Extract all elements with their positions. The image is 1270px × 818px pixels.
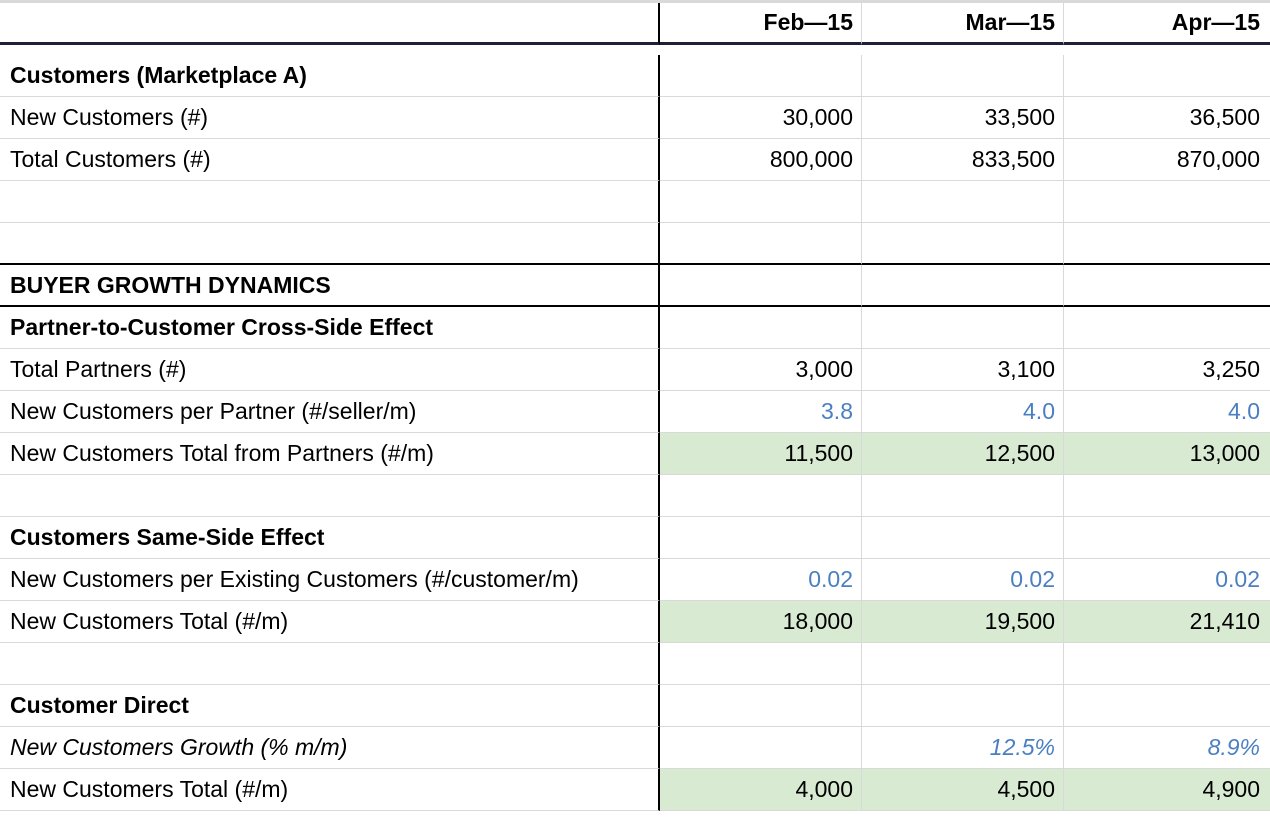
value-cell[interactable] <box>1064 307 1270 349</box>
row-new-customers-growth <box>0 727 1270 769</box>
value-cell[interactable] <box>1064 685 1270 727</box>
total-value-cell[interactable]: 11,500 <box>660 433 862 475</box>
row-label[interactable]: New Customers Growth (% m/m) <box>0 727 660 769</box>
subsection-title[interactable]: Customer Direct <box>0 685 660 727</box>
row-new-customers-per-existing <box>0 559 1270 601</box>
row-empty <box>0 223 1270 265</box>
row-label[interactable]: Total Customers (#) <box>0 139 660 181</box>
value-cell[interactable]: 3,100 <box>862 349 1064 391</box>
value-cell[interactable] <box>862 181 1064 223</box>
row-empty <box>0 643 1270 685</box>
row-label[interactable]: New Customers Total (#/m) <box>0 769 660 811</box>
row-new-customers-total-direct <box>0 769 1270 811</box>
row-customers-marketplace-a <box>0 55 1270 97</box>
row-label[interactable] <box>0 181 660 223</box>
value-cell[interactable]: 3,250 <box>1064 349 1270 391</box>
value-cell[interactable] <box>1064 265 1270 307</box>
value-cell[interactable] <box>862 643 1064 685</box>
value-cell[interactable] <box>862 685 1064 727</box>
row-empty <box>0 181 1270 223</box>
value-cell[interactable] <box>862 517 1064 559</box>
header-mar-15[interactable]: Mar—15 <box>862 3 1064 45</box>
value-cell[interactable] <box>660 685 862 727</box>
total-value-cell[interactable]: 13,000 <box>1064 433 1270 475</box>
value-cell[interactable] <box>660 643 862 685</box>
row-new-customers-total-from-partners <box>0 433 1270 475</box>
value-cell[interactable] <box>1064 181 1270 223</box>
row-same-side-effect <box>0 517 1270 559</box>
row-new-customers-total-same-side <box>0 601 1270 643</box>
subsection-title[interactable]: Partner-to-Customer Cross-Side Effect <box>0 307 660 349</box>
row-label[interactable] <box>0 475 660 517</box>
header-row <box>0 3 1270 45</box>
section-title[interactable]: Customers (Marketplace A) <box>0 55 660 97</box>
total-value-cell[interactable]: 19,500 <box>862 601 1064 643</box>
value-cell[interactable] <box>862 475 1064 517</box>
row-cross-side-effect <box>0 307 1270 349</box>
row-total-customers <box>0 139 1270 181</box>
row-label[interactable]: New Customers per Partner (#/seller/m) <box>0 391 660 433</box>
value-cell[interactable]: 33,500 <box>862 97 1064 139</box>
row-label[interactable] <box>0 643 660 685</box>
total-value-cell[interactable]: 4,900 <box>1064 769 1270 811</box>
row-total-partners <box>0 349 1270 391</box>
row-customer-direct <box>0 685 1270 727</box>
value-cell[interactable] <box>660 55 862 97</box>
row-label[interactable]: Total Partners (#) <box>0 349 660 391</box>
header-apr-15[interactable]: Apr—15 <box>1064 3 1270 45</box>
value-cell[interactable]: 833,500 <box>862 139 1064 181</box>
value-cell[interactable] <box>862 265 1064 307</box>
input-value-cell[interactable]: 4.0 <box>862 391 1064 433</box>
value-cell[interactable] <box>862 223 1064 265</box>
input-value-cell[interactable]: 3.8 <box>660 391 862 433</box>
value-cell[interactable] <box>1064 643 1270 685</box>
value-cell[interactable] <box>660 307 862 349</box>
value-cell[interactable] <box>660 265 862 307</box>
row-label[interactable]: New Customers Total from Partners (#/m) <box>0 433 660 475</box>
value-cell[interactable] <box>862 307 1064 349</box>
input-value-cell[interactable]: 0.02 <box>660 559 862 601</box>
value-cell[interactable] <box>1064 475 1270 517</box>
input-value-cell[interactable] <box>660 727 862 769</box>
value-cell[interactable] <box>660 475 862 517</box>
value-cell[interactable] <box>1064 517 1270 559</box>
row-new-customers-per-partner <box>0 391 1270 433</box>
header-label-cell[interactable] <box>0 3 660 45</box>
input-value-cell[interactable]: 4.0 <box>1064 391 1270 433</box>
value-cell[interactable] <box>1064 55 1270 97</box>
value-cell[interactable]: 800,000 <box>660 139 862 181</box>
row-label[interactable] <box>0 223 660 265</box>
input-value-cell[interactable]: 0.02 <box>1064 559 1270 601</box>
header-feb-15[interactable]: Feb—15 <box>660 3 862 45</box>
value-cell[interactable] <box>862 55 1064 97</box>
value-cell[interactable] <box>660 517 862 559</box>
value-cell[interactable]: 36,500 <box>1064 97 1270 139</box>
input-value-cell[interactable]: 0.02 <box>862 559 1064 601</box>
row-label[interactable]: New Customers (#) <box>0 97 660 139</box>
total-value-cell[interactable]: 18,000 <box>660 601 862 643</box>
input-value-cell[interactable]: 12.5% <box>862 727 1064 769</box>
row-buyer-growth-dynamics <box>0 265 1270 307</box>
total-value-cell[interactable]: 4,500 <box>862 769 1064 811</box>
value-cell[interactable] <box>660 223 862 265</box>
value-cell[interactable]: 3,000 <box>660 349 862 391</box>
row-empty <box>0 475 1270 517</box>
value-cell[interactable] <box>660 181 862 223</box>
value-cell[interactable]: 30,000 <box>660 97 862 139</box>
total-value-cell[interactable]: 4,000 <box>660 769 862 811</box>
row-new-customers <box>0 97 1270 139</box>
subsection-title[interactable]: Customers Same-Side Effect <box>0 517 660 559</box>
row-label[interactable]: New Customers Total (#/m) <box>0 601 660 643</box>
section-title[interactable]: BUYER GROWTH DYNAMICS <box>0 265 660 307</box>
value-cell[interactable]: 870,000 <box>1064 139 1270 181</box>
input-value-cell[interactable]: 8.9% <box>1064 727 1270 769</box>
row-label[interactable]: New Customers per Existing Customers (#/customer/m) <box>0 559 660 601</box>
value-cell[interactable] <box>1064 223 1270 265</box>
total-value-cell[interactable]: 21,410 <box>1064 601 1270 643</box>
total-value-cell[interactable]: 12,500 <box>862 433 1064 475</box>
